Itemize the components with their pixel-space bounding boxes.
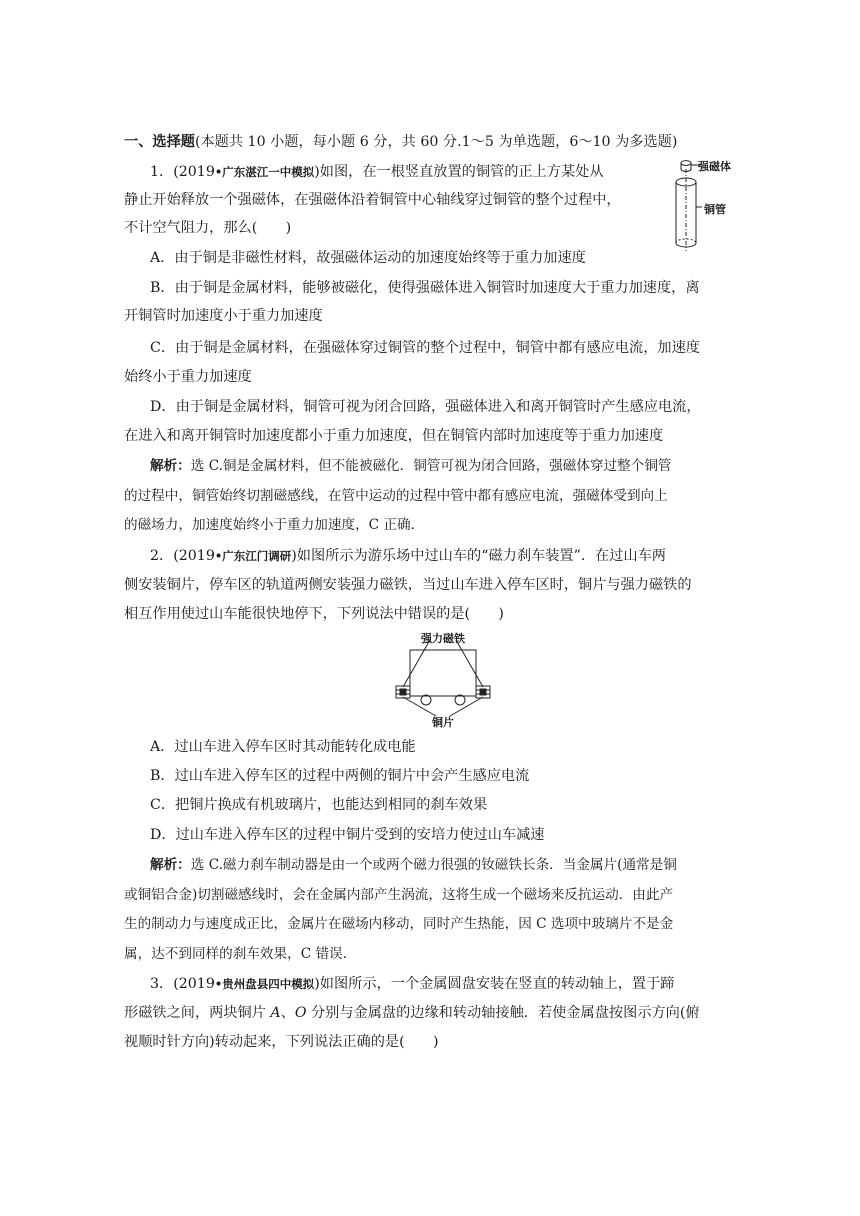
question-2-option-a: A．过山车进入停车区时其动能转化成电能: [150, 739, 416, 755]
question-1-option-b-cont: 开铜管时加速度小于重力加速度: [124, 308, 323, 324]
question-1-option-d: D．由于铜是金属材料，铜管可视为闭合回路，强磁体进入和离开铜管时产生感应电流，: [150, 399, 701, 415]
analysis-label: 解析：: [150, 458, 191, 474]
question-1-line-1: 1．(2019•广东湛江一中模拟)如图，在一根竖直放置的铜管的正上方某处从: [150, 164, 604, 180]
question-1-number: 1．: [150, 164, 174, 180]
question-1-option-a: A．由于铜是非磁性材料，故强磁体运动的加速度始终等于重力加速度: [150, 250, 586, 266]
copper-plate-label: 铜片: [432, 716, 454, 729]
question-1-analysis-line-2: 的过程中，铜管始终切割磁感线，在管中运动的过程中管中都有感应电流，强磁体受到向上: [124, 488, 668, 504]
question-1-option-c-cont: 始终小于重力加速度: [124, 369, 252, 385]
question-2-analysis-line-3: 生的制动力与速度成正比，金属片在磁场内移动，同时产生热能，因 C 选项中玻璃片不是金: [124, 916, 674, 932]
question-3-line-3: 视顺时针方向)转动起来，下列说法正确的是( ): [124, 1034, 439, 1050]
question-2-option-c: C．把铜片换成有机玻璃片，也能达到相同的刹车效果: [150, 797, 488, 813]
analysis-label: 解析：: [150, 857, 191, 873]
question-3-line-2: 形磁铁之间，两块铜片 A、O 分别与金属盘的边缘和转动轴接触．若使金属盘按图示方向(俯: [124, 1005, 700, 1021]
question-1-line-2: 静止开始释放一个强磁体，在强磁体沿着铜管中心轴线穿过铜管的整个过程中，: [124, 192, 621, 208]
question-2-line-2: 侧安装铜片，停车区的轨道两侧安装强力磁铁，当过山车进入停车区时，铜片与强力磁铁的: [124, 577, 692, 593]
question-1-line-3: 不计空气阻力，那么( ): [124, 220, 292, 236]
question-2-option-b: B．过山车进入停车区的过程中两侧的铜片中会产生感应电流: [150, 768, 530, 784]
question-2-line-3: 相互作用使过山车能很快地停下，下列说法中错误的是( ): [124, 606, 504, 622]
section-title: 一、选择题: [124, 134, 195, 150]
question-2-option-d: D．过山车进入停车区的过程中铜片受到的安培力使过山车减速: [150, 827, 545, 843]
question-3-source: 贵州盘县四中模拟: [222, 977, 315, 991]
question-2-number: 2．: [150, 548, 174, 564]
question-2-analysis: 解析：选 C.磁力刹车制动器是由一个或两个磁力很强的钕磁铁长条．当金属片(通常是铜: [150, 857, 677, 873]
question-2-line-1: 2．(2019•广东江门调研)如图所示为游乐场中过山车的“磁力刹车装置”．在过山车两: [150, 548, 666, 564]
question-1-option-c: C．由于铜是金属材料，在强磁体穿过铜管的整个过程中，铜管中都有感应电流，加速度: [150, 340, 700, 356]
question-1-analysis: 解析：选 C.铜是金属材料，但不能被磁化．铜管可视为闭合回路，强磁体穿过整个铜管: [150, 458, 672, 474]
question-1-option-b: B．由于铜是金属材料，能够被磁化，使得强磁体进入铜管时加速度大于重力加速度，离: [150, 280, 700, 296]
section-note: (本题共 10 小题，每小题 6 分，共 60 分.1～5 为单选题，6～10 为多选题): [194, 134, 678, 150]
question-1-analysis-line-3: 的磁场力，加速度始终小于重力加速度，C 正确．: [124, 517, 425, 533]
question-1-option-d-cont: 在进入和离开铜管时加速度都小于重力加速度，但在铜管内部时加速度等于重力加速度: [124, 428, 664, 444]
question-3-number: 3．: [150, 976, 174, 992]
question-2-source: 广东江门调研: [222, 549, 292, 563]
tube-label: 铜管: [704, 203, 726, 216]
question-3-line-1: 3．(2019•贵州盘县四中模拟)如图所示，一个金属圆盘安装在竖直的转动轴上，置于蹄: [150, 976, 675, 992]
question-1-source: 广东湛江一中模拟: [222, 165, 315, 179]
question-2-analysis-line-2: 或铜铝合金)切割磁感线时，会在金属内部产生涡流，这将生成一个磁场来反抗运动．由此产: [124, 887, 674, 903]
question-2-analysis-line-4: 属，达不到同样的刹车效果，C 错误．: [124, 946, 357, 962]
magnet-label: 强磁体: [698, 160, 731, 173]
section-header: [124, 132, 677, 152]
strong-magnet-label: 强力磁铁: [421, 632, 465, 645]
